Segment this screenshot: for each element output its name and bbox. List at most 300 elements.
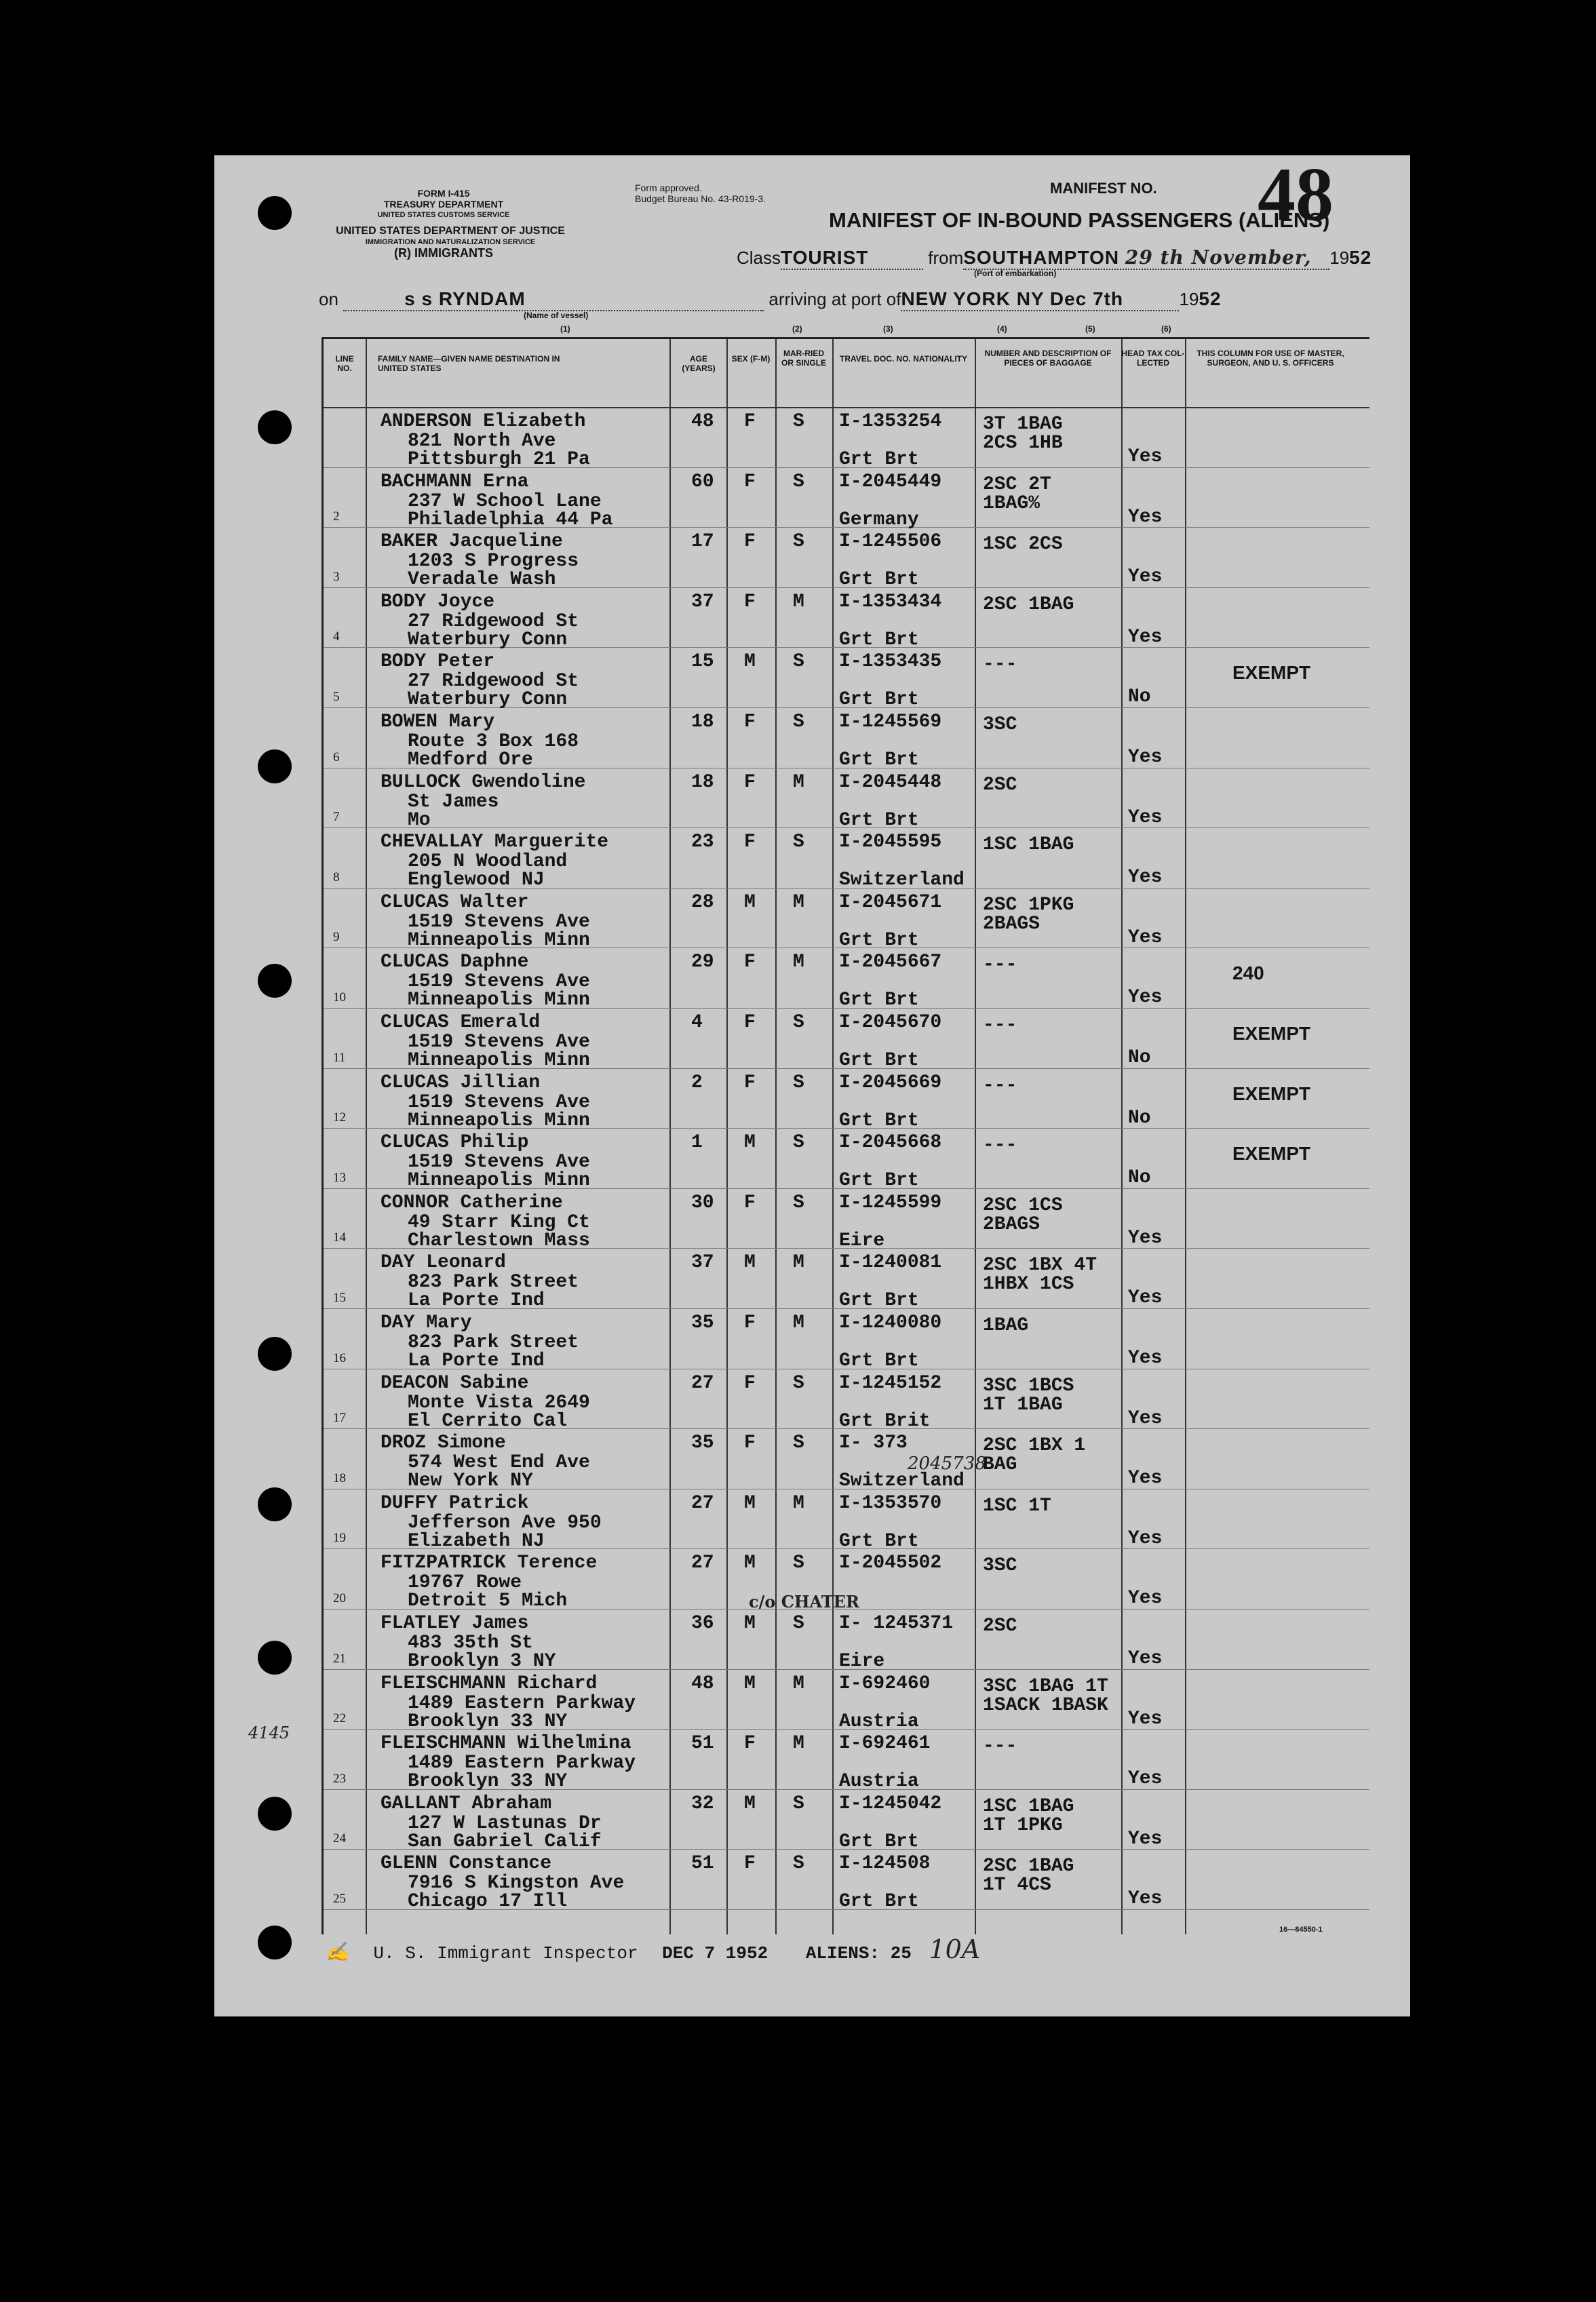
travel-doc-no: I-1245599 <box>839 1192 942 1213</box>
address-street: 1519 Stevens Ave <box>408 911 590 933</box>
line-number: 15 <box>333 1290 346 1305</box>
address-city: Brooklyn 33 NY <box>408 1711 568 1732</box>
nationality: Grt Brt <box>839 1110 919 1131</box>
binder-hole <box>258 1926 292 1959</box>
baggage-line-2: 1SACK 1BASK <box>983 1694 1108 1716</box>
address-street: Monte Vista 2649 <box>408 1392 590 1413</box>
arriving-label: arriving at port of <box>768 289 901 309</box>
baggage-line-1: 2SC 2T <box>983 473 1051 495</box>
baggage-line-1: 2SC 1BAG <box>983 593 1074 615</box>
col-num-4: (4) <box>997 324 1007 334</box>
age: 37 <box>691 1252 714 1274</box>
header-baggage: NUMBER AND DESCRIPTION OF PIECES OF BAGGAGE <box>984 349 1112 368</box>
table-row <box>324 527 1369 591</box>
nationality: Grt Brt <box>839 1050 919 1071</box>
ins-label: IMMIGRATION AND NATURALIZATION SERVICE <box>365 238 536 246</box>
year-prefix: 19 <box>1329 248 1350 268</box>
marital-status: S <box>793 1132 804 1154</box>
age: 36 <box>691 1613 714 1634</box>
travel-doc-no: I-2045667 <box>839 952 942 973</box>
binder-hole <box>258 1487 292 1521</box>
sex: F <box>744 952 756 973</box>
sex: F <box>744 1072 756 1093</box>
table-row <box>324 1068 1369 1129</box>
address-street: 823 Park Street <box>408 1332 579 1353</box>
officer-note: EXEMPT <box>1232 1082 1311 1104</box>
marital-status: M <box>793 891 804 913</box>
address-city: San Gabriel Calif <box>408 1831 602 1852</box>
age: 29 <box>691 952 714 973</box>
travel-doc-no: I-1353254 <box>839 411 942 432</box>
sex: F <box>744 771 756 793</box>
address-street: 1489 Eastern Parkway <box>408 1692 636 1714</box>
header-age: AGE (YEARS) <box>682 354 716 373</box>
class-value: TOURIST <box>781 247 923 270</box>
table-row <box>324 467 1369 528</box>
binder-hole <box>258 964 292 998</box>
baggage-line-2: 2BAGS <box>983 1213 1040 1235</box>
table-row <box>324 948 1369 1009</box>
aliens-handwritten: 10A <box>929 1934 981 1964</box>
table-row <box>324 1609 1369 1670</box>
travel-doc-no: I-1240081 <box>839 1252 942 1274</box>
sex: F <box>744 1012 756 1033</box>
line-number: 8 <box>333 870 340 884</box>
nationality: Grt Brt <box>839 990 919 1011</box>
baggage-line-2: 2BAGS <box>983 913 1040 935</box>
address-street: Jefferson Ave 950 <box>408 1512 602 1534</box>
arrival-year-prefix: 19 <box>1179 289 1199 309</box>
address-city: Minneapolis Minn <box>408 1050 590 1071</box>
passenger-name: CHEVALLAY Marguerite <box>381 832 609 853</box>
col-num-1: (1) <box>560 324 570 334</box>
address-city: Minneapolis Minn <box>408 929 590 951</box>
manifest-title: MANIFEST OF IN-BOUND PASSENGERS (ALIENS) <box>829 208 1330 232</box>
droz-doc-handwritten: 2045738 <box>908 1454 986 1474</box>
nationality: Switzerland <box>839 1470 965 1492</box>
address-city: Waterbury Conn <box>408 689 568 711</box>
marital-status: M <box>793 1252 804 1274</box>
officer-note: EXEMPT <box>1232 1143 1311 1165</box>
header-line: LINE NO. <box>335 354 354 373</box>
head-tax: Yes <box>1128 1468 1163 1489</box>
baggage-line-2: BAG <box>983 1454 1017 1476</box>
marital-status: S <box>793 1432 804 1454</box>
customs-label: UNITED STATES CUSTOMS SERVICE <box>377 211 510 219</box>
line-number: 14 <box>333 1230 346 1245</box>
address-street: 821 North Ave <box>408 431 556 452</box>
nationality: Grt Brt <box>839 809 919 831</box>
form-id: FORM I-415 <box>417 188 470 199</box>
age: 27 <box>691 1372 714 1394</box>
head-tax: Yes <box>1128 1888 1163 1910</box>
head-tax: Yes <box>1128 626 1163 648</box>
address-street: 483 35th St <box>408 1633 533 1654</box>
address-street: 49 Starr King Ct <box>408 1211 590 1233</box>
line-number: 19 <box>333 1531 346 1546</box>
passenger-name: BODY Joyce <box>381 591 495 612</box>
table-row <box>324 707 1369 768</box>
age: 60 <box>691 471 714 492</box>
nationality: Switzerland <box>839 870 965 891</box>
address-city: Minneapolis Minn <box>408 1110 590 1131</box>
nationality: Germany <box>839 509 919 530</box>
line-number: 22 <box>333 1711 346 1726</box>
table-row <box>324 407 1369 468</box>
line-number: 20 <box>333 1591 346 1605</box>
form-code: 16—84550-1 <box>1279 1926 1323 1934</box>
table-row <box>324 1428 1369 1492</box>
marital-status: M <box>793 1733 804 1755</box>
head-tax: Yes <box>1128 1648 1163 1669</box>
age: 15 <box>691 651 714 673</box>
address-street: 27 Ridgewood St <box>408 610 579 632</box>
binder-hole <box>258 1337 292 1371</box>
footer <box>326 1934 980 1964</box>
officer-note: EXEMPT <box>1232 1023 1311 1044</box>
manifest-no-label: MANIFEST NO. <box>1050 180 1157 197</box>
address-street: 1203 S Progress <box>408 551 579 572</box>
age: 51 <box>691 1853 714 1875</box>
baggage-line-1: 1SC 1T <box>983 1495 1051 1517</box>
baggage-line-1: 2SC 1BX 4T <box>983 1255 1097 1276</box>
line-number: 12 <box>333 1110 346 1125</box>
sex: F <box>744 411 756 432</box>
age: 32 <box>691 1793 714 1814</box>
table-row <box>324 1008 1369 1069</box>
age: 4 <box>691 1012 703 1033</box>
baggage-line-1: 2SC 1CS <box>983 1194 1063 1216</box>
col-num-2: (2) <box>792 324 802 334</box>
table-row <box>324 1128 1369 1192</box>
address-city: El Cerrito Cal <box>408 1410 568 1432</box>
nationality: Grt Brt <box>839 749 919 770</box>
address-city: Elizabeth NJ <box>408 1530 545 1552</box>
marital-status: M <box>793 952 804 973</box>
address-city: New York NY <box>408 1470 533 1492</box>
passenger-name: ANDERSON Elizabeth <box>381 411 586 432</box>
age: 2 <box>691 1072 703 1093</box>
head-tax: No <box>1128 1047 1151 1068</box>
port-caption: (Port of embarkation) <box>974 269 1057 278</box>
nationality: Grt Brt <box>839 929 919 951</box>
sex: F <box>744 471 756 492</box>
address-street: 237 W School Lane <box>408 490 602 512</box>
passenger-name: BOWEN Mary <box>381 711 495 733</box>
address-city: Charlestown Mass <box>408 1230 590 1251</box>
line-number: 7 <box>333 810 340 825</box>
inspector-signature: ✍ <box>326 1940 349 1963</box>
head-tax: Yes <box>1128 806 1163 828</box>
marital-status: S <box>793 1012 804 1033</box>
sex: F <box>744 1853 756 1875</box>
address-city: Brooklyn 33 NY <box>408 1771 568 1793</box>
header-sex: SEX (F-M) <box>731 354 771 364</box>
nationality: Grt Brit <box>839 1410 931 1432</box>
sex: F <box>744 711 756 733</box>
sex: F <box>744 1432 756 1454</box>
table-row <box>324 647 1369 711</box>
marital-status: S <box>793 651 804 673</box>
manifest-page <box>214 155 1410 2016</box>
line-number: 2 <box>333 509 340 524</box>
baggage-line-2: 1BAG% <box>983 492 1040 514</box>
line-number: 21 <box>333 1651 346 1666</box>
nationality: Grt Brt <box>839 1290 919 1312</box>
sex: M <box>744 1793 756 1814</box>
marital-status: S <box>793 1072 804 1093</box>
head-tax: Yes <box>1128 1708 1163 1730</box>
address-street: 1489 Eastern Parkway <box>408 1753 636 1774</box>
passenger-name: CONNOR Catherine <box>381 1192 563 1213</box>
address-city: Minneapolis Minn <box>408 1170 590 1192</box>
passenger-name: BODY Peter <box>381 651 495 673</box>
baggage-line-1: --- <box>983 654 1017 676</box>
head-tax: Yes <box>1128 1227 1163 1249</box>
table-row <box>324 888 1369 949</box>
line-number: 25 <box>333 1891 346 1906</box>
embarkation-date: 29 th November, <box>1125 246 1312 269</box>
passenger-name: CLUCAS Jillian <box>381 1072 541 1093</box>
head-tax: Yes <box>1128 566 1163 588</box>
age: 37 <box>691 591 714 612</box>
baggage-line-1: 2SC 1BX 1 <box>983 1435 1086 1457</box>
marital-status: S <box>793 1793 804 1814</box>
address-street: 127 W Lastunas Dr <box>408 1812 602 1834</box>
nationality: Austria <box>839 1771 919 1793</box>
binder-hole <box>258 1641 292 1675</box>
travel-doc-no: I-2045448 <box>839 771 942 793</box>
address-street: 19767 Rowe <box>408 1572 522 1594</box>
head-tax: Yes <box>1128 1407 1163 1429</box>
head-tax: Yes <box>1128 1588 1163 1610</box>
nationality: Eire <box>839 1230 885 1251</box>
nationality: Austria <box>839 1711 919 1732</box>
vessel-caption: (Name of vessel) <box>524 311 589 320</box>
inspector-label: U. S. Immigrant Inspector <box>373 1943 638 1964</box>
sex: M <box>744 1553 756 1574</box>
manifest-number: 48 <box>1258 155 1334 237</box>
sex: F <box>744 591 756 612</box>
vessel-name: s s RYNDAM <box>343 288 764 311</box>
marital-status: S <box>793 1372 804 1394</box>
nationality: Grt Brt <box>839 1831 919 1852</box>
binder-hole <box>258 410 292 444</box>
travel-doc-no: I-124508 <box>839 1853 931 1875</box>
nationality: Grt Brt <box>839 629 919 650</box>
sex: M <box>744 1492 756 1514</box>
passenger-name: GALLANT Abraham <box>381 1793 552 1814</box>
address-street: 1519 Stevens Ave <box>408 1032 590 1053</box>
baggage-line-1: 2SC 1PKG <box>983 894 1074 916</box>
address-street: 574 West End Ave <box>408 1452 590 1474</box>
baggage-line-1: 1SC 1BAG <box>983 1795 1074 1817</box>
address-street: 823 Park Street <box>408 1272 579 1293</box>
marital-status: S <box>793 711 804 733</box>
table-row <box>324 1248 1369 1312</box>
age: 18 <box>691 711 714 733</box>
line-number: 5 <box>333 689 340 704</box>
sex: F <box>744 531 756 553</box>
table-row <box>324 1729 1369 1793</box>
table-row <box>324 1849 1369 1913</box>
officer-note: 240 <box>1232 962 1264 984</box>
travel-doc-no: I-2045671 <box>839 891 942 913</box>
header-head-tax: HEAD TAX COL-LECTED <box>1121 349 1185 368</box>
travel-doc-no: I-1245569 <box>839 711 942 733</box>
age: 23 <box>691 832 714 853</box>
marital-status: S <box>793 1192 804 1213</box>
nationality: Grt Brt <box>839 449 919 470</box>
marital-status: S <box>793 1853 804 1875</box>
embarkation-port: SOUTHAMPTON 29 th November, <box>963 246 1329 270</box>
travel-doc-no: I-2045670 <box>839 1012 942 1033</box>
line-number: 23 <box>333 1771 346 1786</box>
arrival-year: 52 <box>1199 288 1222 309</box>
sex: F <box>744 1372 756 1394</box>
head-tax: Yes <box>1128 867 1163 889</box>
line-number: 17 <box>333 1411 346 1426</box>
age: 17 <box>691 531 714 553</box>
aliens-count: ALIENS: 25 <box>805 1943 912 1964</box>
line-number: 11 <box>333 1050 346 1065</box>
age: 27 <box>691 1553 714 1574</box>
nationality: Grt Brt <box>839 1530 919 1552</box>
baggage-line-1: 3SC 1BCS <box>983 1375 1074 1397</box>
baggage-line-1: 3SC <box>983 714 1017 735</box>
table-row <box>324 1669 1369 1730</box>
marital-status: S <box>793 1613 804 1634</box>
passenger-name: CLUCAS Daphne <box>381 952 529 973</box>
head-tax: Yes <box>1128 446 1163 467</box>
baggage-line-2: 2CS 1HB <box>983 433 1063 454</box>
baggage-line-2: 1T 4CS <box>983 1875 1051 1896</box>
line-number: 16 <box>333 1350 346 1365</box>
age: 27 <box>691 1492 714 1514</box>
address-city: Waterbury Conn <box>408 629 568 650</box>
baggage-line-1: 2SC <box>983 774 1017 796</box>
nationality: Grt Brt <box>839 1170 919 1192</box>
baggage-line-1: 2SC 1BAG <box>983 1856 1074 1877</box>
budget-bureau: Budget Bureau No. 43-R019-3. <box>635 193 766 204</box>
line-number: 10 <box>333 990 346 1004</box>
address-city: La Porte Ind <box>408 1350 545 1371</box>
passenger-name: DAY Mary <box>381 1312 472 1333</box>
baggage-line-1: 2SC <box>983 1616 1017 1637</box>
travel-doc-no: I-1245152 <box>839 1372 942 1394</box>
address-street: Route 3 Box 168 <box>408 731 579 752</box>
line-number: 4 <box>333 629 340 644</box>
passenger-name: DEACON Sabine <box>381 1372 529 1394</box>
passenger-name: BACHMANN Erna <box>381 471 529 492</box>
age: 35 <box>691 1312 714 1333</box>
baggage-line-2: 1T 1PKG <box>983 1814 1063 1836</box>
marital-status: S <box>793 471 804 492</box>
line-number: 9 <box>333 930 340 945</box>
head-tax: Yes <box>1128 926 1163 948</box>
head-tax: No <box>1128 686 1151 708</box>
travel-doc-no: I-1353435 <box>839 651 942 673</box>
travel-doc-no: I-1353434 <box>839 591 942 612</box>
passenger-name: DROZ Simone <box>381 1432 506 1454</box>
baggage-line-1: --- <box>983 1135 1017 1156</box>
passenger-name: CLUCAS Philip <box>381 1132 529 1154</box>
baggage-line-1: 1SC 2CS <box>983 534 1063 555</box>
on-label: on <box>319 289 338 309</box>
nationality: Grt Brt <box>839 569 919 591</box>
sex: M <box>744 891 756 913</box>
passenger-name: DAY Leonard <box>381 1252 506 1274</box>
address-street: St James <box>408 791 499 813</box>
binder-hole <box>258 196 292 230</box>
arrival-port: NEW YORK NY Dec 7th <box>901 288 1179 311</box>
col-num-3: (3) <box>883 324 893 334</box>
age: 30 <box>691 1192 714 1213</box>
address-street: 1519 Stevens Ave <box>408 1091 590 1113</box>
address-city: Brooklyn 3 NY <box>408 1651 556 1672</box>
baggage-line-1: 1BAG <box>983 1315 1029 1336</box>
travel-doc-no: I-692460 <box>839 1673 931 1694</box>
address-street: 7916 S Kingston Ave <box>408 1873 625 1894</box>
travel-doc-no: I-2045595 <box>839 832 942 853</box>
address-city: Mo <box>408 809 431 831</box>
baggage-line-1: --- <box>983 1736 1017 1757</box>
age: 48 <box>691 411 714 432</box>
travel-doc-no: I- 373 <box>839 1432 908 1454</box>
table-row <box>324 827 1369 889</box>
address-street: 205 N Woodland <box>408 851 568 873</box>
address-city: Chicago 17 Ill <box>408 1891 568 1913</box>
address-city: Pittsburgh 21 Pa <box>408 449 590 470</box>
age: 48 <box>691 1673 714 1694</box>
class-label: Class <box>737 248 781 268</box>
treasury-label: TREASURY DEPARTMENT <box>383 199 504 210</box>
age: 35 <box>691 1432 714 1454</box>
passenger-name: CLUCAS Emerald <box>381 1012 541 1033</box>
binder-hole <box>258 749 292 783</box>
header-travel-doc: TRAVEL DOC. NO. NATIONALITY <box>840 354 967 364</box>
sex: F <box>744 1312 756 1333</box>
nationality: Grt Brt <box>839 1891 919 1913</box>
sex: M <box>744 1613 756 1634</box>
head-tax: Yes <box>1128 1768 1163 1790</box>
address-city: La Porte Ind <box>408 1290 545 1312</box>
nationality: Grt Brt <box>839 1350 919 1371</box>
marital-status: M <box>793 1312 804 1333</box>
baggage-line-1: 1SC 1BAG <box>983 834 1074 856</box>
table-header <box>324 339 1369 408</box>
head-tax: No <box>1128 1107 1151 1129</box>
baggage-line-1: --- <box>983 1015 1017 1036</box>
table-row <box>324 768 1369 829</box>
address-street: 27 Ridgewood St <box>408 671 579 692</box>
care-of-note: c/o CHATER <box>749 1592 859 1612</box>
address-city: Minneapolis Minn <box>408 990 590 1011</box>
col-num-6: (6) <box>1161 324 1171 334</box>
head-tax: No <box>1128 1167 1151 1189</box>
passenger-name: FLATLEY James <box>381 1613 529 1634</box>
marital-status: M <box>793 1673 804 1694</box>
line-number: 18 <box>333 1470 346 1485</box>
marital-status: M <box>793 771 804 793</box>
address-street: 1519 Stevens Ave <box>408 971 590 993</box>
passenger-table <box>322 337 1369 1934</box>
sex: F <box>744 1733 756 1755</box>
address-city: Veradale Wash <box>408 569 556 591</box>
nationality: Eire <box>839 1651 885 1672</box>
head-tax: Yes <box>1128 1287 1163 1309</box>
address-city: Medford Ore <box>408 749 533 770</box>
